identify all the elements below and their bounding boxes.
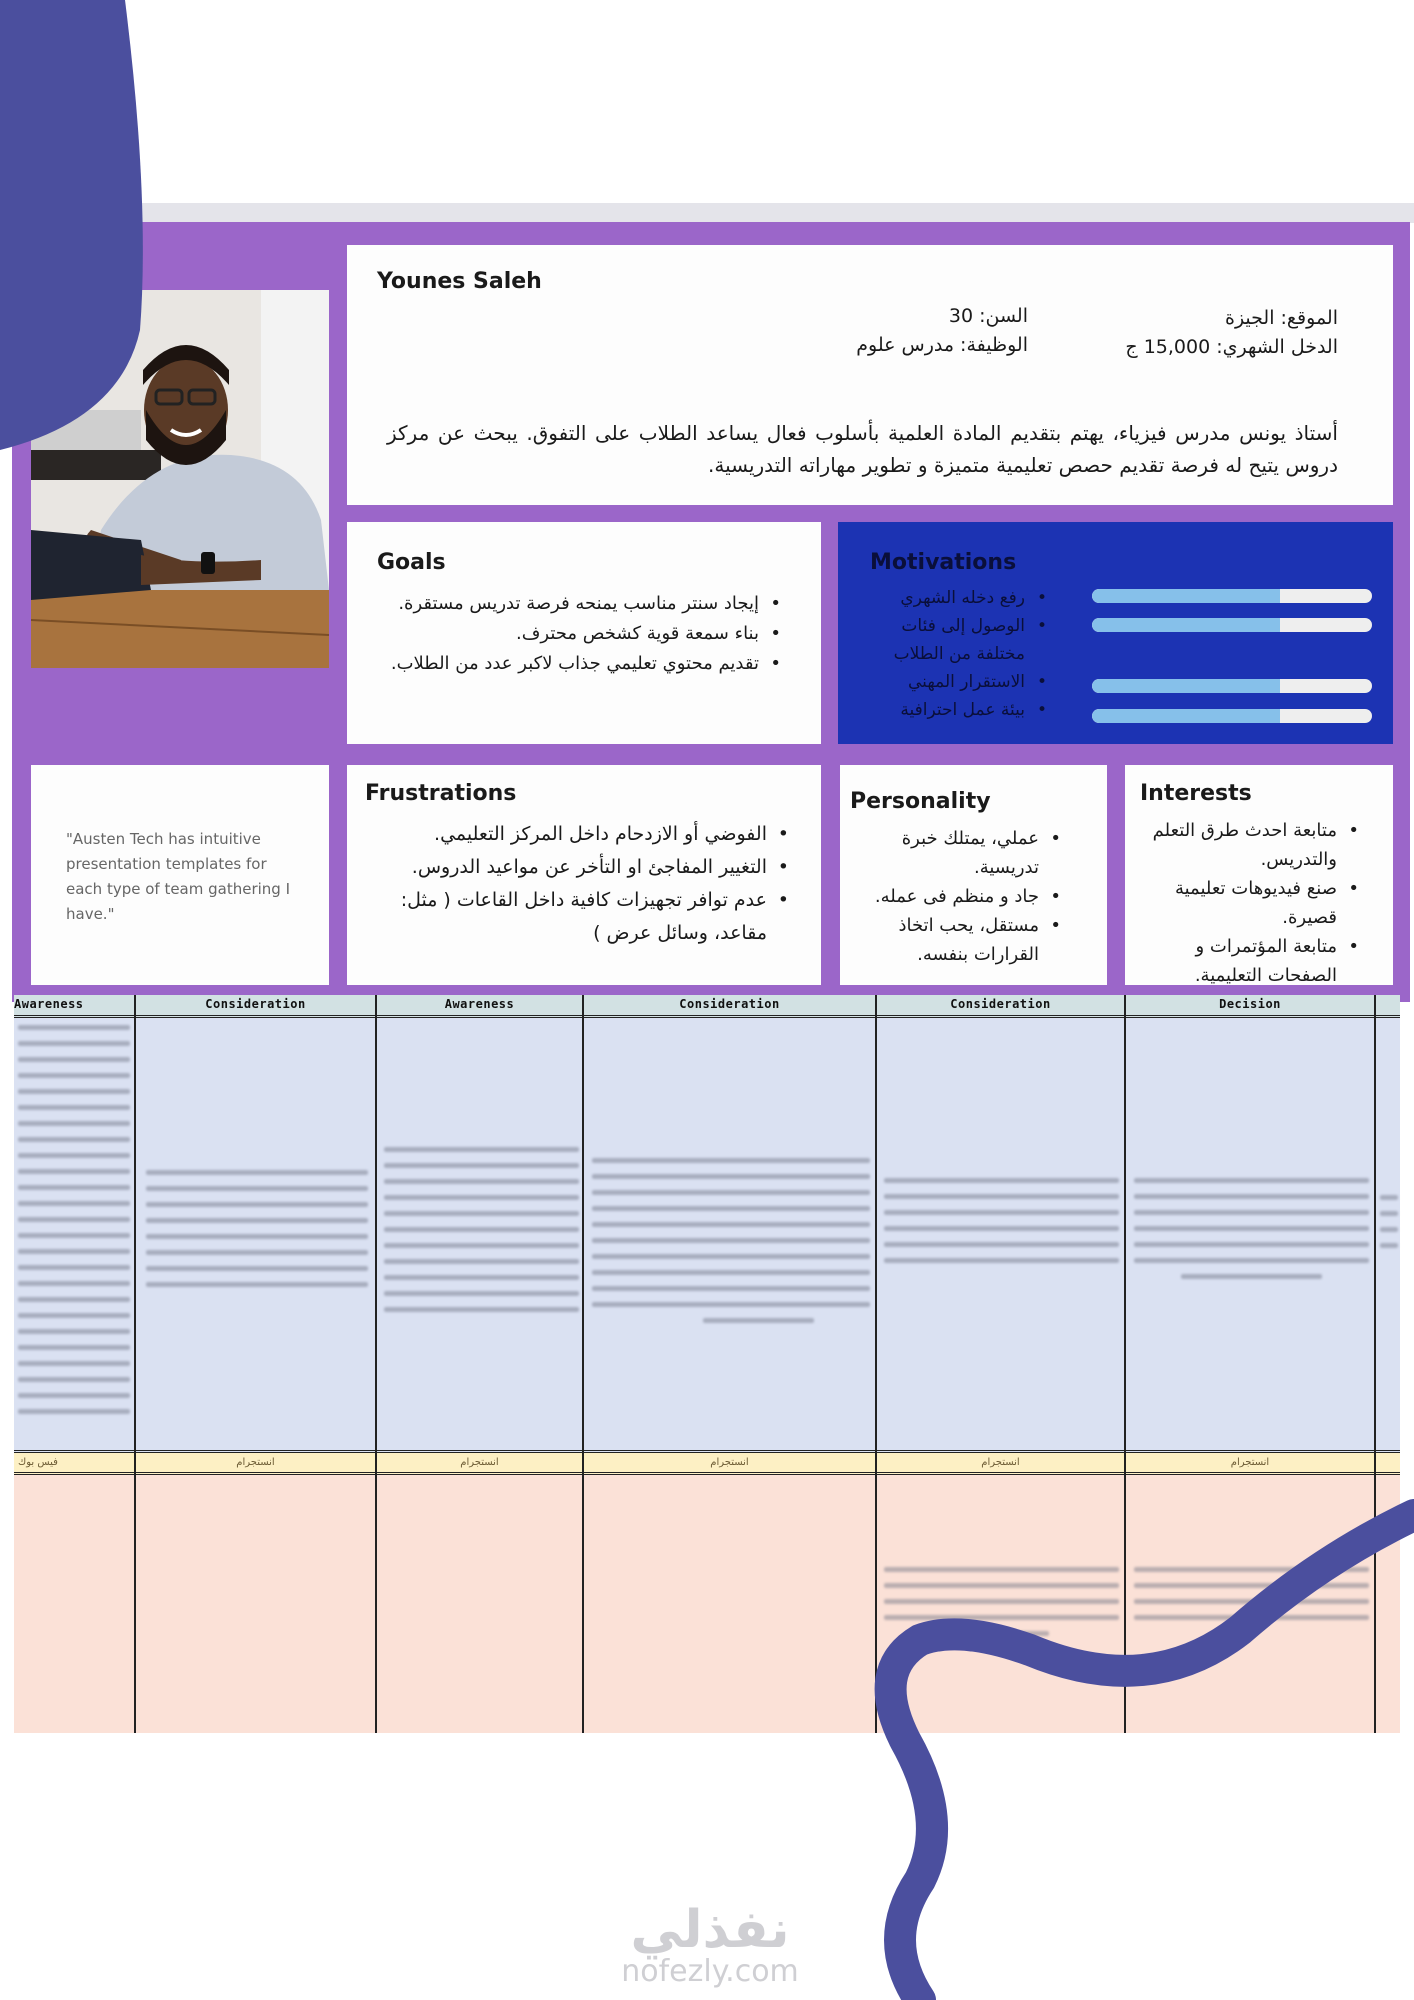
personality-item: • جاد و منظم فى عمله. — [850, 882, 1065, 911]
journey-table — [14, 995, 1400, 1733]
table-channel-cell: انستجرام — [981, 1457, 1020, 1468]
persona-job: الوظيفة: مدرس علوم — [856, 334, 1028, 356]
interest-item: • متابعة المؤتمرات و الصفحات التعليمية. — [1140, 932, 1363, 985]
table-channel-cell: انستجرام — [710, 1457, 749, 1468]
table-column-divider — [875, 995, 877, 1733]
goals-title: Goals — [377, 550, 446, 575]
motivation-bar-fill — [1092, 618, 1280, 632]
table-channel-cell: انستجرام — [1230, 1457, 1270, 1468]
watermark-logo — [610, 1900, 810, 1989]
personality-item: • عملي، يمتلك خبرة تدريسية. — [850, 824, 1065, 882]
personality-card — [840, 765, 1107, 985]
interest-item: • صنع فيديوهات تعليمية قصيرة. — [1140, 874, 1363, 932]
blurred-cell-text — [146, 1170, 368, 1298]
table-channel-cell: انستجرام — [236, 1457, 275, 1468]
frustrations-title: Frustrations — [365, 781, 517, 806]
goal-item: • إيجاد سنتر مناسب يمنحه فرصة تدريس مستقرة. — [377, 589, 785, 619]
frustration-item: • التغيير المفاجئ او التأخر عن مواعيد الدروس. — [365, 851, 793, 884]
motivations-card — [838, 522, 1393, 744]
goals-card — [347, 522, 821, 744]
quote-card — [31, 765, 329, 985]
personality-item: • مستقل، يحب اتخاذ القرارات بنفسه. — [850, 911, 1065, 969]
table-header-cell: Consideration — [205, 997, 306, 1011]
table-header-cell: Awareness — [14, 997, 84, 1011]
motivation-item: • بيئة عمل احترافية — [866, 696, 1051, 724]
personality-list — [850, 824, 1065, 969]
interests-card — [1125, 765, 1393, 985]
table-column-divider — [375, 995, 377, 1733]
persona-name: Younes Saleh — [377, 269, 542, 294]
interests-title: Interests — [1140, 781, 1252, 806]
persona-location: الموقع: الجيزة — [1224, 307, 1338, 329]
table-column-divider — [134, 995, 136, 1733]
blurred-cell-text — [384, 1147, 579, 1323]
frustration-item: • عدم توافر تجهيزات كافية داخل القاعات ( مثل: مقاعد، وسائل عرض ) — [365, 884, 793, 950]
table-channel-cell: انستجرام — [460, 1457, 499, 1468]
blurred-cell-text — [18, 1025, 130, 1425]
bio-card — [347, 245, 1393, 505]
motivation-item: • رفع دخله الشهري — [866, 584, 1051, 612]
frustrations-card — [347, 765, 821, 985]
motivation-item: • الاستقرار المهني — [866, 668, 1051, 696]
motivations-list — [866, 584, 1051, 724]
table-channel-cell: فيس بوك — [18, 1457, 58, 1468]
top-strip — [140, 203, 1414, 223]
watermark-latin: nofezly.com — [621, 1954, 799, 1989]
interests-list — [1140, 816, 1363, 985]
motivation-bar — [1092, 709, 1372, 723]
table-header-cell — [1376, 997, 1400, 1015]
blurred-cell-text — [884, 1178, 1119, 1274]
persona-description: أستاذ يونس مدرس فيزياء، يهتم بتقديم المادة العلمية بأسلوب فعال يساعد الطلاب على التفوق. يبحث عن مركز دروس يتيح له فرصة تقديم حصص تعليمية متميزة و تطوير مهاراته التدريسية. — [387, 421, 1338, 477]
motivation-bar — [1092, 618, 1372, 632]
table-header-cell: Consideration — [679, 997, 780, 1011]
blurred-cell-text — [592, 1158, 870, 1334]
goal-item: • تقديم محتوي تعليمي جذاب لاكبر عدد من الطلاب. — [377, 649, 785, 679]
persona-photo — [31, 290, 329, 668]
table-channel-cell — [1376, 1457, 1400, 1473]
goal-item: • بناء سمعة قوية كشخص محترف. — [377, 619, 785, 649]
table-header-cell: Awareness — [444, 997, 515, 1011]
table-column-divider — [1374, 995, 1376, 1733]
goals-list — [377, 589, 785, 679]
table-header-cell: Decision — [1219, 997, 1281, 1011]
motivation-bar — [1092, 679, 1372, 693]
motivation-bar — [1092, 589, 1372, 603]
frustration-item: • الفوضي أو الازدحام داخل المركز التعليمي. — [365, 818, 793, 851]
motivation-bar-fill — [1092, 709, 1280, 723]
motivation-bar-fill — [1092, 589, 1280, 603]
motivations-title: Motivations — [870, 550, 1017, 575]
motivation-bar-fill — [1092, 679, 1280, 693]
blurred-cell-text — [1134, 1567, 1369, 1631]
personality-title: Personality — [850, 789, 991, 814]
blurred-cell-text — [1134, 1178, 1369, 1290]
table-column-divider — [582, 995, 584, 1733]
persona-quote: "Austen Tech has intuitive presentation templates for each type of team gathering I have." — [66, 830, 291, 923]
table-header-cell: Consideration — [950, 997, 1051, 1011]
persona-income: الدخل الشهري: 15,000 ج — [1125, 336, 1338, 358]
table-column-divider — [1124, 995, 1126, 1733]
blurred-cell-text — [1380, 1195, 1398, 1259]
interest-item: • متابعة احدث طرق التعلم والتدريس. — [1140, 816, 1363, 874]
watermark-arabic: نفذلي — [630, 1900, 790, 1960]
frustrations-list — [365, 818, 793, 950]
persona-age: السن: 30 — [948, 305, 1028, 327]
motivation-item: • الوصول إلى فئات مختلفة من الطلاب — [866, 612, 1051, 668]
blurred-cell-text — [884, 1567, 1119, 1647]
